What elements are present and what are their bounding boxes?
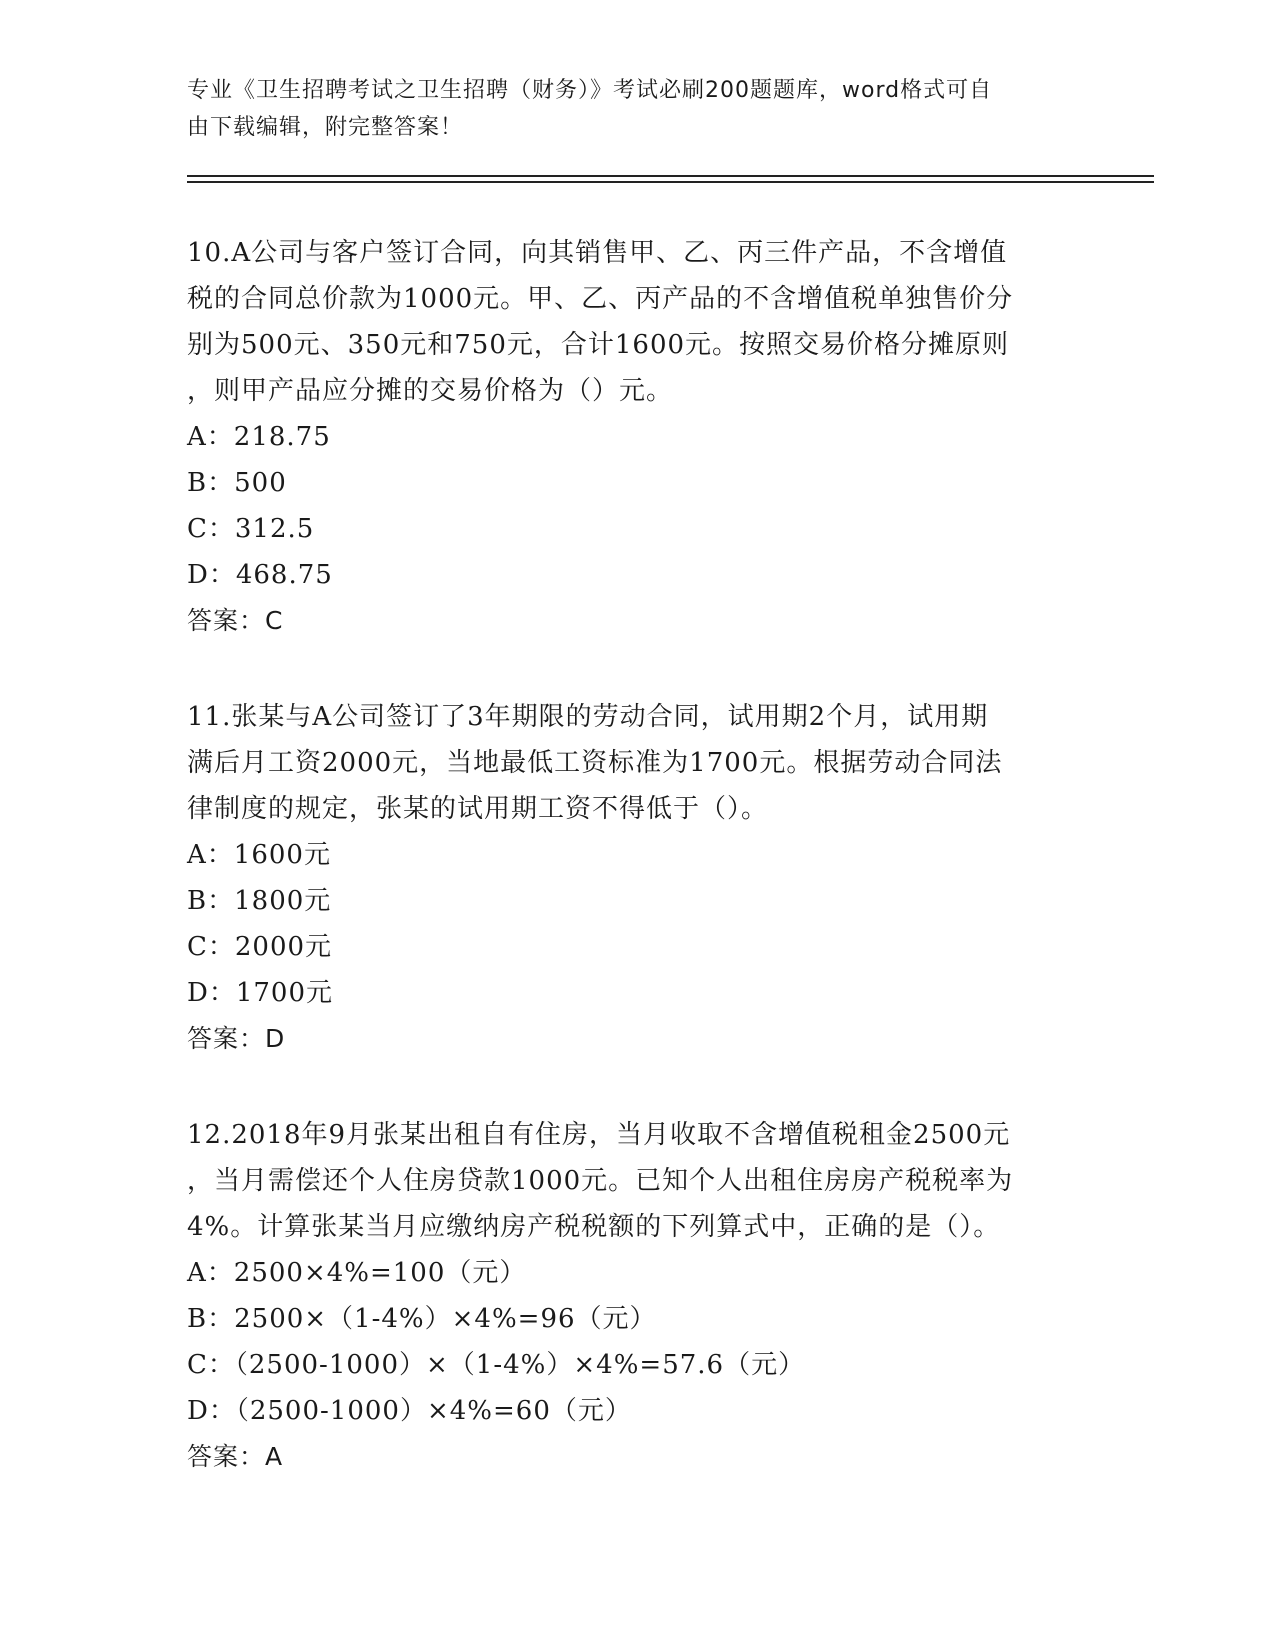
document-header xyxy=(187,72,1077,146)
option-c: C：（2500-1000）×（1-4%）×4%=57.6（元） xyxy=(187,1350,806,1380)
option-c: C：312.5 xyxy=(187,514,315,544)
question-10 xyxy=(187,230,1087,644)
option-a: A：218.75 xyxy=(187,422,331,452)
option-b: B：1800元 xyxy=(187,886,332,916)
answer: 答案：C xyxy=(187,606,284,635)
question-stem: 12.2018年9月张某出租自有住房，当月收取不含增值税租金2500元 ，当月需偿还个人住房贷款1000元。已知个人出租住房房产税税率为 4%。计算张某当月应缴纳房产税税额的下列算式中，正确的是（）。 xyxy=(187,1120,1014,1242)
option-b: B：2500×（1-4%）×4%=96（元） xyxy=(187,1304,657,1334)
question-11 xyxy=(187,694,1087,1062)
option-list xyxy=(187,1250,1087,1434)
option-list xyxy=(187,414,1087,598)
option-list xyxy=(187,832,1087,1016)
header-line-1: 专业《卫生招聘考试之卫生招聘（财务）》考试必刷200题题库，word格式可自 xyxy=(187,78,993,103)
question-stem: 10.A公司与客户签订合同，向其销售甲、乙、丙三件产品，不含增值 税的合同总价款为1000元。甲、乙、丙产品的不含增值税单独售价分 别为500元、350元和750元，合计1600元。按照交易价格分摊原则 ，则甲产品应分摊的交易价格为（）元。 xyxy=(187,238,1014,406)
header-divider-top xyxy=(187,175,1154,177)
option-a: A：1600元 xyxy=(187,840,331,870)
option-c: C：2000元 xyxy=(187,932,333,962)
option-d: D：（2500-1000）×4%=60（元） xyxy=(187,1396,632,1426)
answer: 答案：D xyxy=(187,1024,286,1053)
answer: 答案：A xyxy=(187,1442,284,1471)
option-d: D：468.75 xyxy=(187,560,333,590)
question-list xyxy=(187,230,1087,1530)
option-b: B：500 xyxy=(187,468,287,498)
option-d: D：1700元 xyxy=(187,978,334,1008)
header-divider-bottom xyxy=(187,181,1154,183)
question-stem: 11.张某与A公司签订了3年期限的劳动合同，试用期2个月，试用期 满后月工资2000元，当地最低工资标准为1700元。根据劳动合同法 律制度的规定，张某的试用期工资不得低于（）。 xyxy=(187,702,1003,824)
header-line-2: 由下载编辑，附完整答案！ xyxy=(187,115,464,140)
question-12 xyxy=(187,1112,1087,1480)
option-a: A：2500×4%=100（元） xyxy=(187,1258,527,1288)
